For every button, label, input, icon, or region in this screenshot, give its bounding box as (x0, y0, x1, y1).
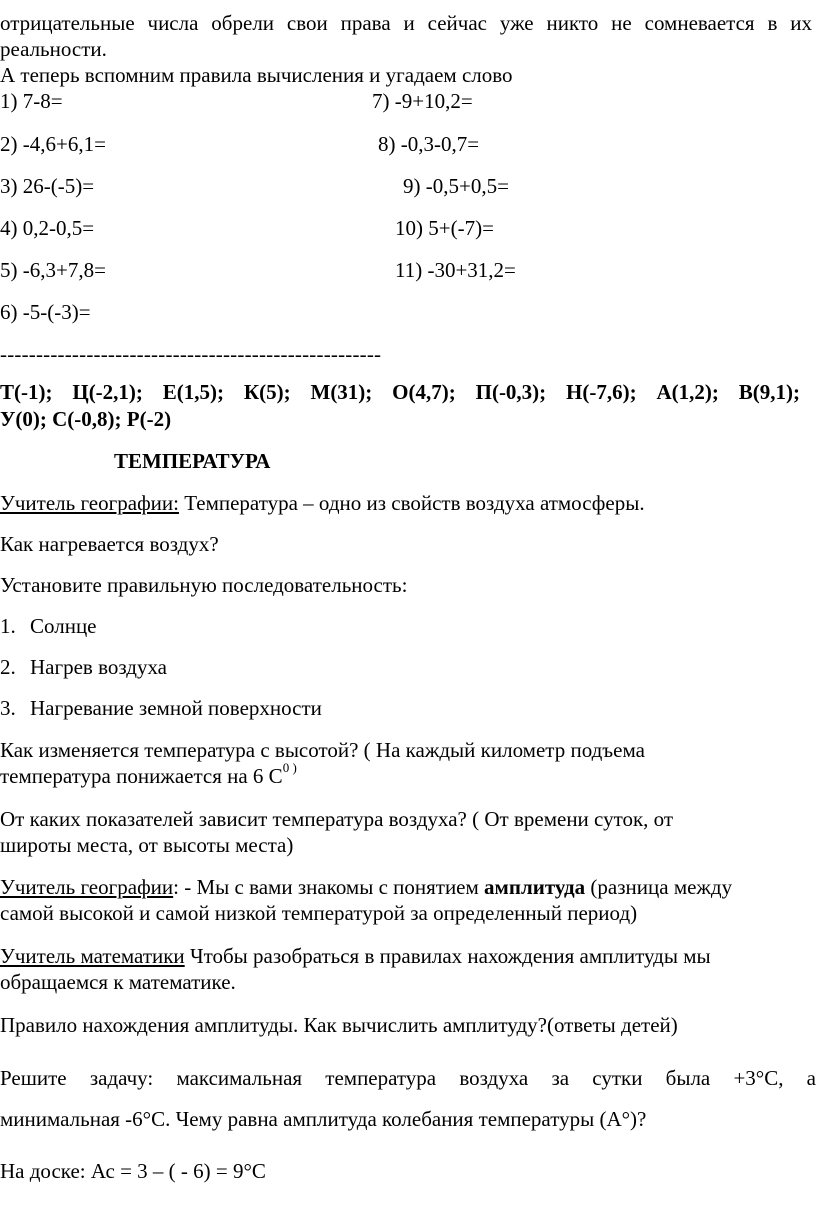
answer-key-line-1: Т(-1); Ц(-2,1); Е(1,5); К(5); М(31); О(4,7); П(-0,3); Н(-7,6); А(1,2); В(9,1); (0, 380, 800, 404)
list-number: 3. (0, 696, 16, 720)
amplitude-term: амплитуда (484, 875, 586, 899)
math-teacher-line-1 (0, 943, 711, 969)
list-text: Солнце (30, 614, 97, 638)
geo-teacher-intro (0, 490, 645, 516)
geo-teacher-amplitude-line-2: самой высокой и самой низкой температурой за определенный период) (0, 901, 638, 925)
amplitude-definition-start: (разница между (585, 875, 733, 899)
board-solution: На доске: Ас = 3 – ( - 6) = 9°С (0, 1159, 266, 1183)
list-text: Нагревание земной поверхности (30, 696, 322, 720)
geo-teacher-amplitude-line-1 (0, 874, 732, 900)
intro-line-1: отрицательные числа обрели свои права и сейчас уже никто не сомневается в их (0, 11, 812, 35)
exercise-1: 1) 7-8= (0, 89, 63, 113)
altitude-answer: температура понижается на 6 С (0, 764, 283, 788)
exercise-8: 8) -0,3-0,7= (378, 132, 480, 156)
list-text: Нагрев воздуха (30, 655, 168, 679)
exercise-6: 6) -5-(-3)= (0, 300, 91, 324)
math-teacher-text: Чтобы разобраться в правилах нахождения амплитуды мы (184, 944, 711, 968)
list-item (0, 654, 168, 680)
list-number: 2. (0, 655, 16, 679)
task-line-2: минимальная -6°С. Чему равна амплитуда колебания температуры (А°)? (0, 1107, 647, 1131)
exercise-2: 2) -4,6+6,1= (0, 132, 106, 156)
task-line-1: Решите задачу: максимальная температура воздуха за сутки была +3°С, а (0, 1066, 816, 1090)
degree-superscript: 0 ) (282, 760, 297, 775)
question-factors-line-2: широты места, от высоты места) (0, 833, 294, 857)
exercise-3: 3) 26-(-5)= (0, 174, 95, 198)
speaker-geography-teacher: Учитель географии: (0, 491, 179, 515)
exercise-4: 4) 0,2-0,5= (0, 216, 95, 240)
intro-line-2: реальности. (0, 37, 107, 61)
exercise-10: 10) 5+(-7)= (395, 216, 494, 240)
list-number: 1. (0, 614, 16, 638)
geo-teacher-text: Температура – одно из свойств воздуха атмосферы. (178, 491, 645, 515)
exercise-7: 7) -9+10,2= (372, 89, 473, 113)
speaker-math-teacher: Учитель математики (0, 944, 185, 968)
amplitude-rule-question: Правило нахождения амплитуды. Как вычислить амплитуду?(ответы детей) (0, 1013, 678, 1037)
intro-line-3: А теперь вспомним правила вычисления и угадаем слово (0, 63, 513, 87)
exercise-9: 9) -0,5+0,5= (403, 174, 509, 198)
question-heating: Как нагревается воздух? (0, 532, 219, 556)
answer-key-line-2: У(0); С(-0,8); Р(-2) (0, 407, 172, 431)
list-item (0, 613, 97, 639)
exercise-11: 11) -30+31,2= (395, 258, 516, 282)
exercise-5: 5) -6,3+7,8= (0, 258, 106, 282)
question-factors-line-1: От каких показателей зависит температура воздуха? ( От времени суток, от (0, 807, 674, 831)
sequence-instruction: Установите правильную последовательность: (0, 573, 408, 597)
math-teacher-line-2: обращаемся к математике. (0, 970, 236, 994)
list-item (0, 695, 322, 721)
question-altitude-line-2 (0, 760, 297, 789)
speaker-geography-teacher: Учитель географии (0, 875, 174, 899)
question-altitude-line-1: Как изменяется температура с высотой? ( На каждый километр подъема (0, 738, 645, 762)
amplitude-intro-text: : - Мы с вами знакомы с понятием (173, 875, 485, 899)
divider-line: ----------------------------------------------------- (0, 342, 382, 366)
section-heading: ТЕМПЕРАТУРА (114, 449, 271, 473)
